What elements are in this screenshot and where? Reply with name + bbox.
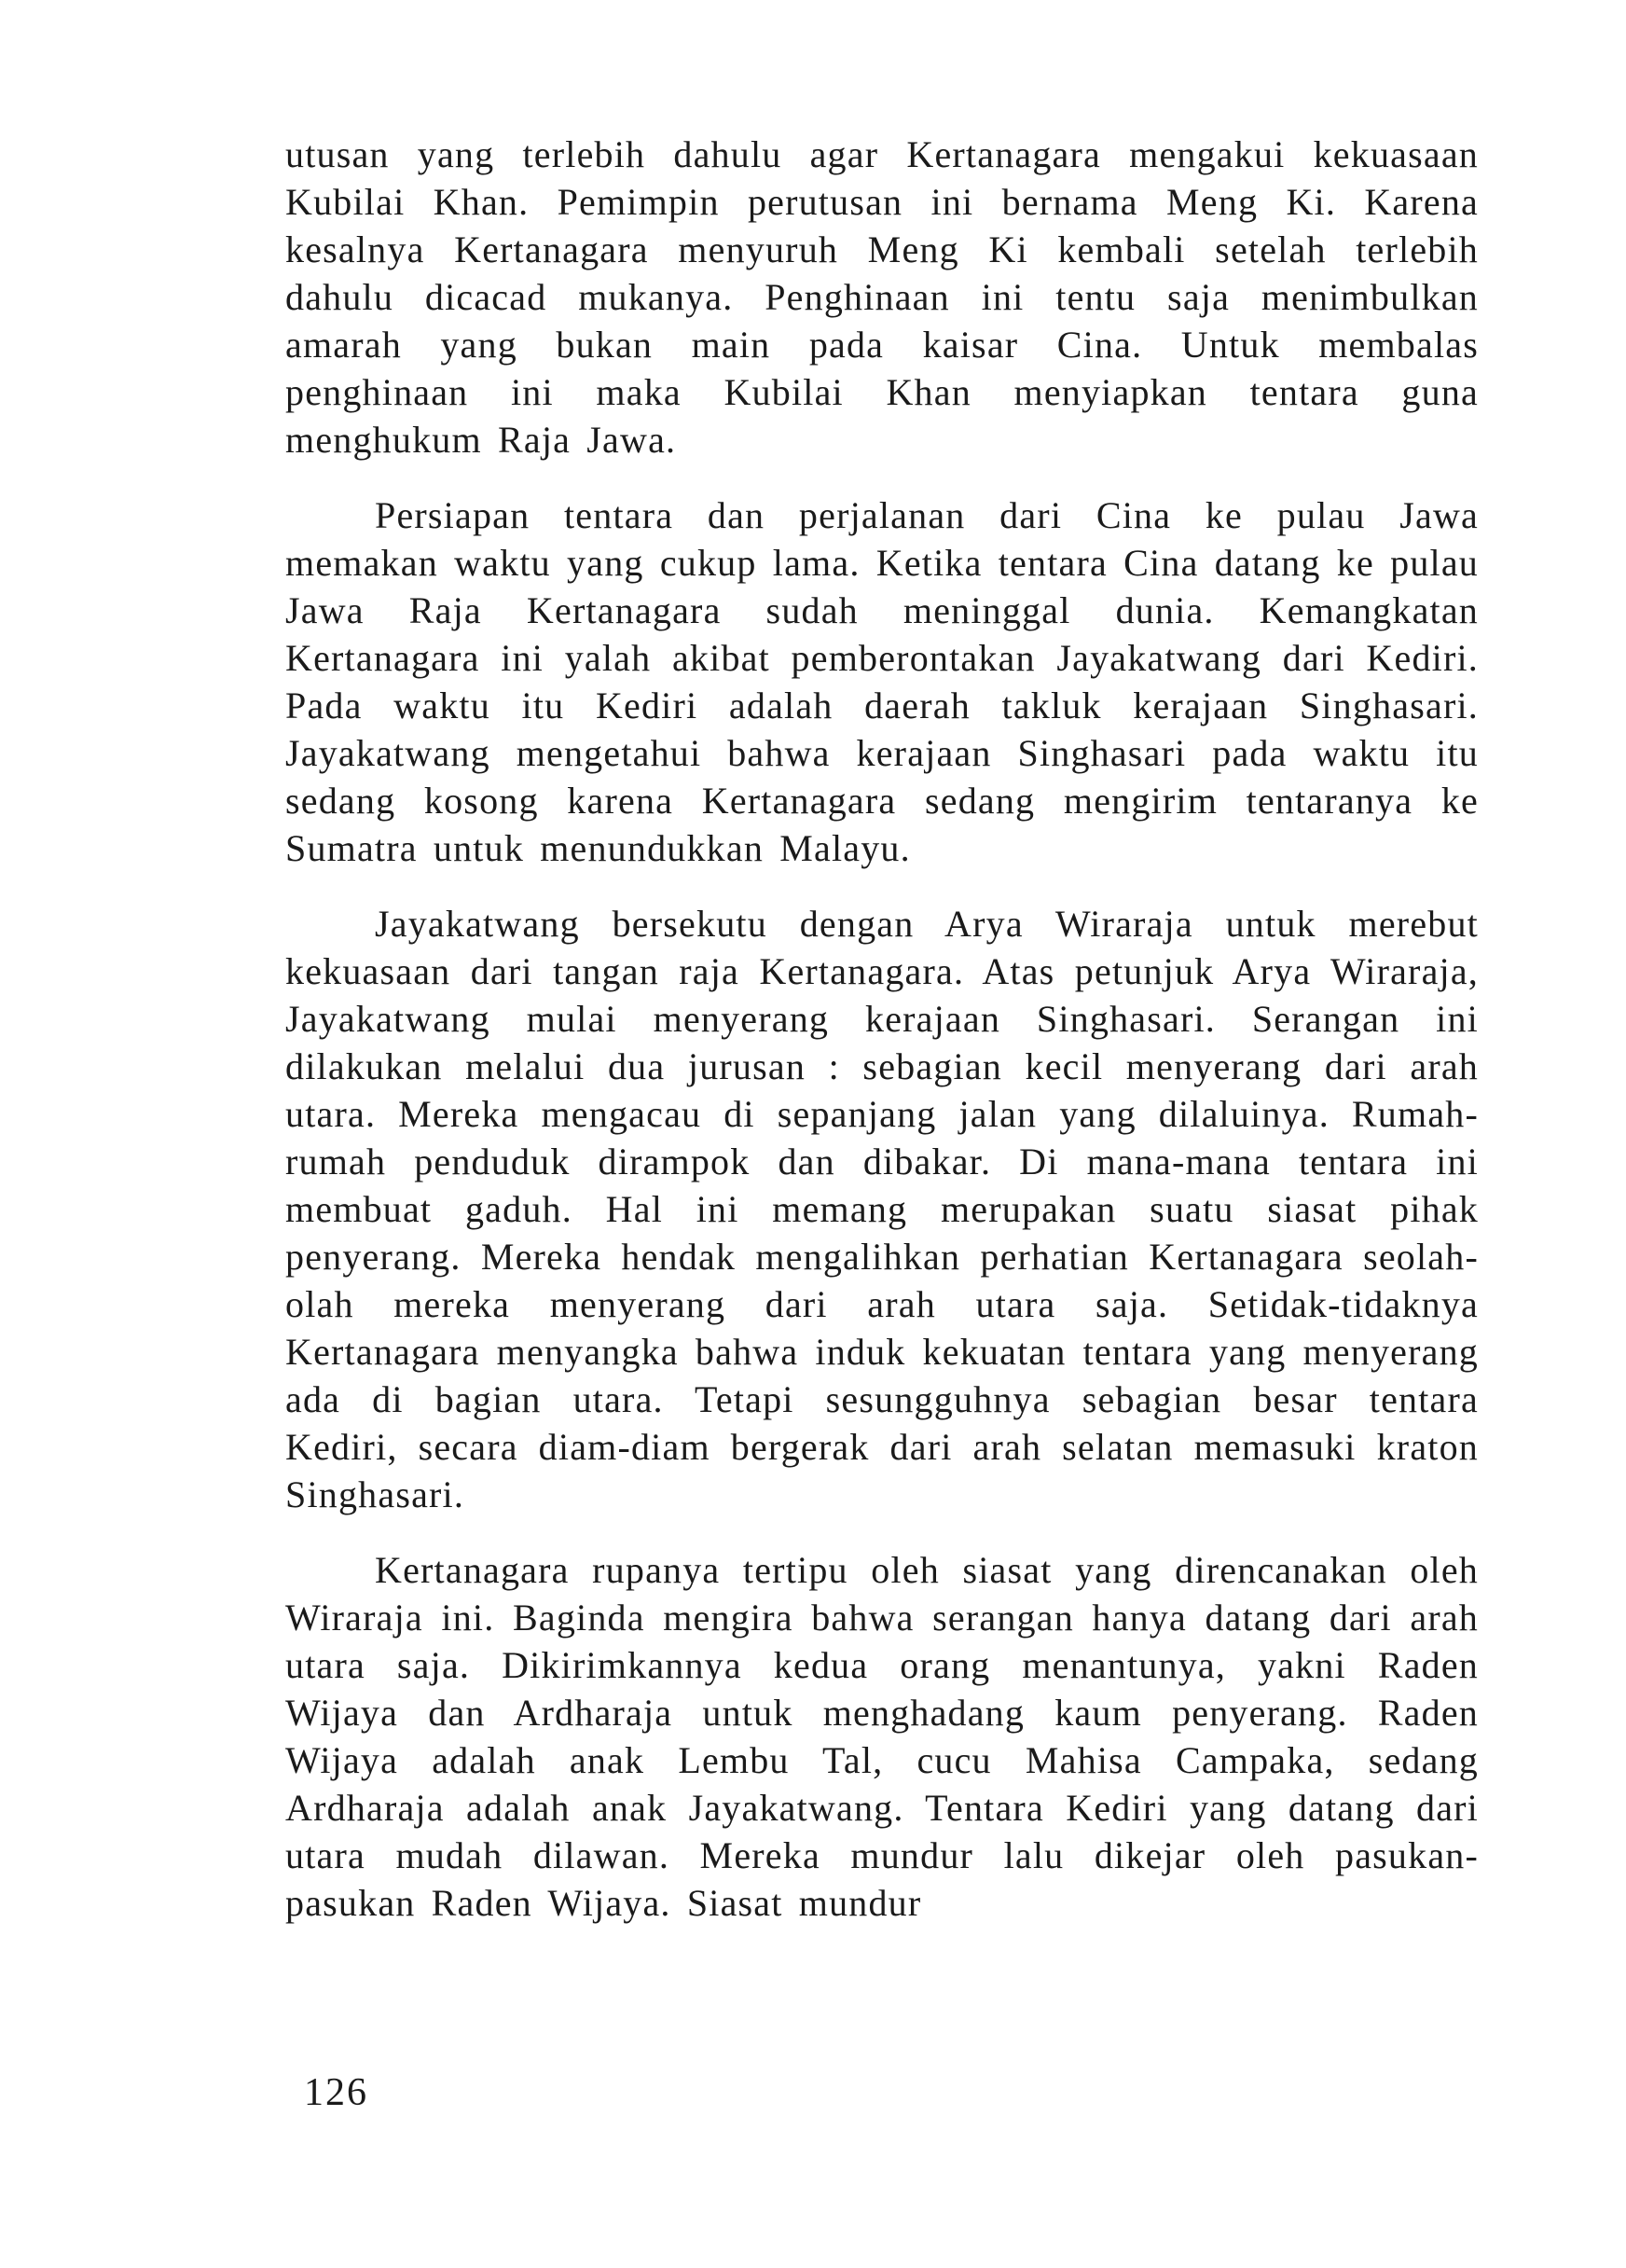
paragraph-3: Jayakatwang bersekutu dengan Arya Wiraraja untuk merebut kekuasaan dari tangan raja Kertanagara. Atas petunjuk Arya Wiraraja, Jayakatwang mulai menyerang kerajaan Singhasari. Serangan ini dilakukan melalui dua jurusan : sebagian kecil menyerang dari arah utara. Mereka mengacau di sepanjang jalan yang dilaluinya. Rumah-rumah penduduk dirampok dan dibakar. Di mana-mana tentara ini membuat gaduh. Hal ini memang merupakan suatu siasat pihak penyerang. Mereka hendak mengalihkan perhatian Kertanagara seolah-olah mereka menyerang dari arah utara saja. Setidak-tidaknya Kertanagara menyangka bahwa induk kekuatan tentara yang menyerang ada di bagian utara. Tetapi sesungguhnya sebagian besar tentara Kediri, secara diam-diam bergerak dari arah selatan memasuki kraton Singhasari.	[285, 903, 1479, 1515]
paragraph-1: utusan yang terlebih dahulu agar Kertanagara mengakui kekuasaan Kubilai Khan. Pemimpin perutusan ini bernama Meng Ki. Karena kesalnya Kertanagara menyuruh Meng Ki kembali setelah terlebih dahulu dicacad mukanya. Penghinaan ini tentu saja menimbulkan amarah yang bukan main pada kaisar Cina. Untuk membalas penghinaan ini maka Kubilai Khan menyiapkan tentara guna menghukum Raja Jawa.	[285, 133, 1479, 461]
paragraph-4: Kertanagara rupanya tertipu oleh siasat yang direncanakan oleh Wiraraja ini. Baginda mengira bahwa serangan hanya datang dari arah utara saja. Dikirimkannya kedua orang menantunya, yakni Raden Wijaya dan Ardharaja untuk menghadang kaum penyerang. Raden Wijaya adalah anak Lembu Tal, cucu Mahisa Campaka, sedang Ardharaja adalah anak Jayakatwang. Tentara Kediri yang datang dari utara mudah dilawan. Mereka mundur lalu dikejar oleh pasukan-pasukan Raden Wijaya. Siasat mundur	[285, 1549, 1479, 1924]
paragraph-2: Persiapan tentara dan perjalanan dari Cina ke pulau Jawa memakan waktu yang cukup lama. Ketika tentara Cina datang ke pulau Jawa Raja Kertanagara sudah meninggal dunia. Kemangkatan Kertanagara ini yalah akibat pemberontakan Jayakatwang dari Kediri. Pada waktu itu Kediri adalah daerah takluk kerajaan Singhasari. Jayakatwang mengetahui bahwa kerajaan Singhasari pada waktu itu sedang kosong karena Kertanagara sedang mengirim tentaranya ke Sumatra untuk menundukkan Malayu.	[285, 494, 1479, 869]
page-number: 126	[304, 2071, 368, 2114]
document-page	[285, 131, 1479, 1955]
